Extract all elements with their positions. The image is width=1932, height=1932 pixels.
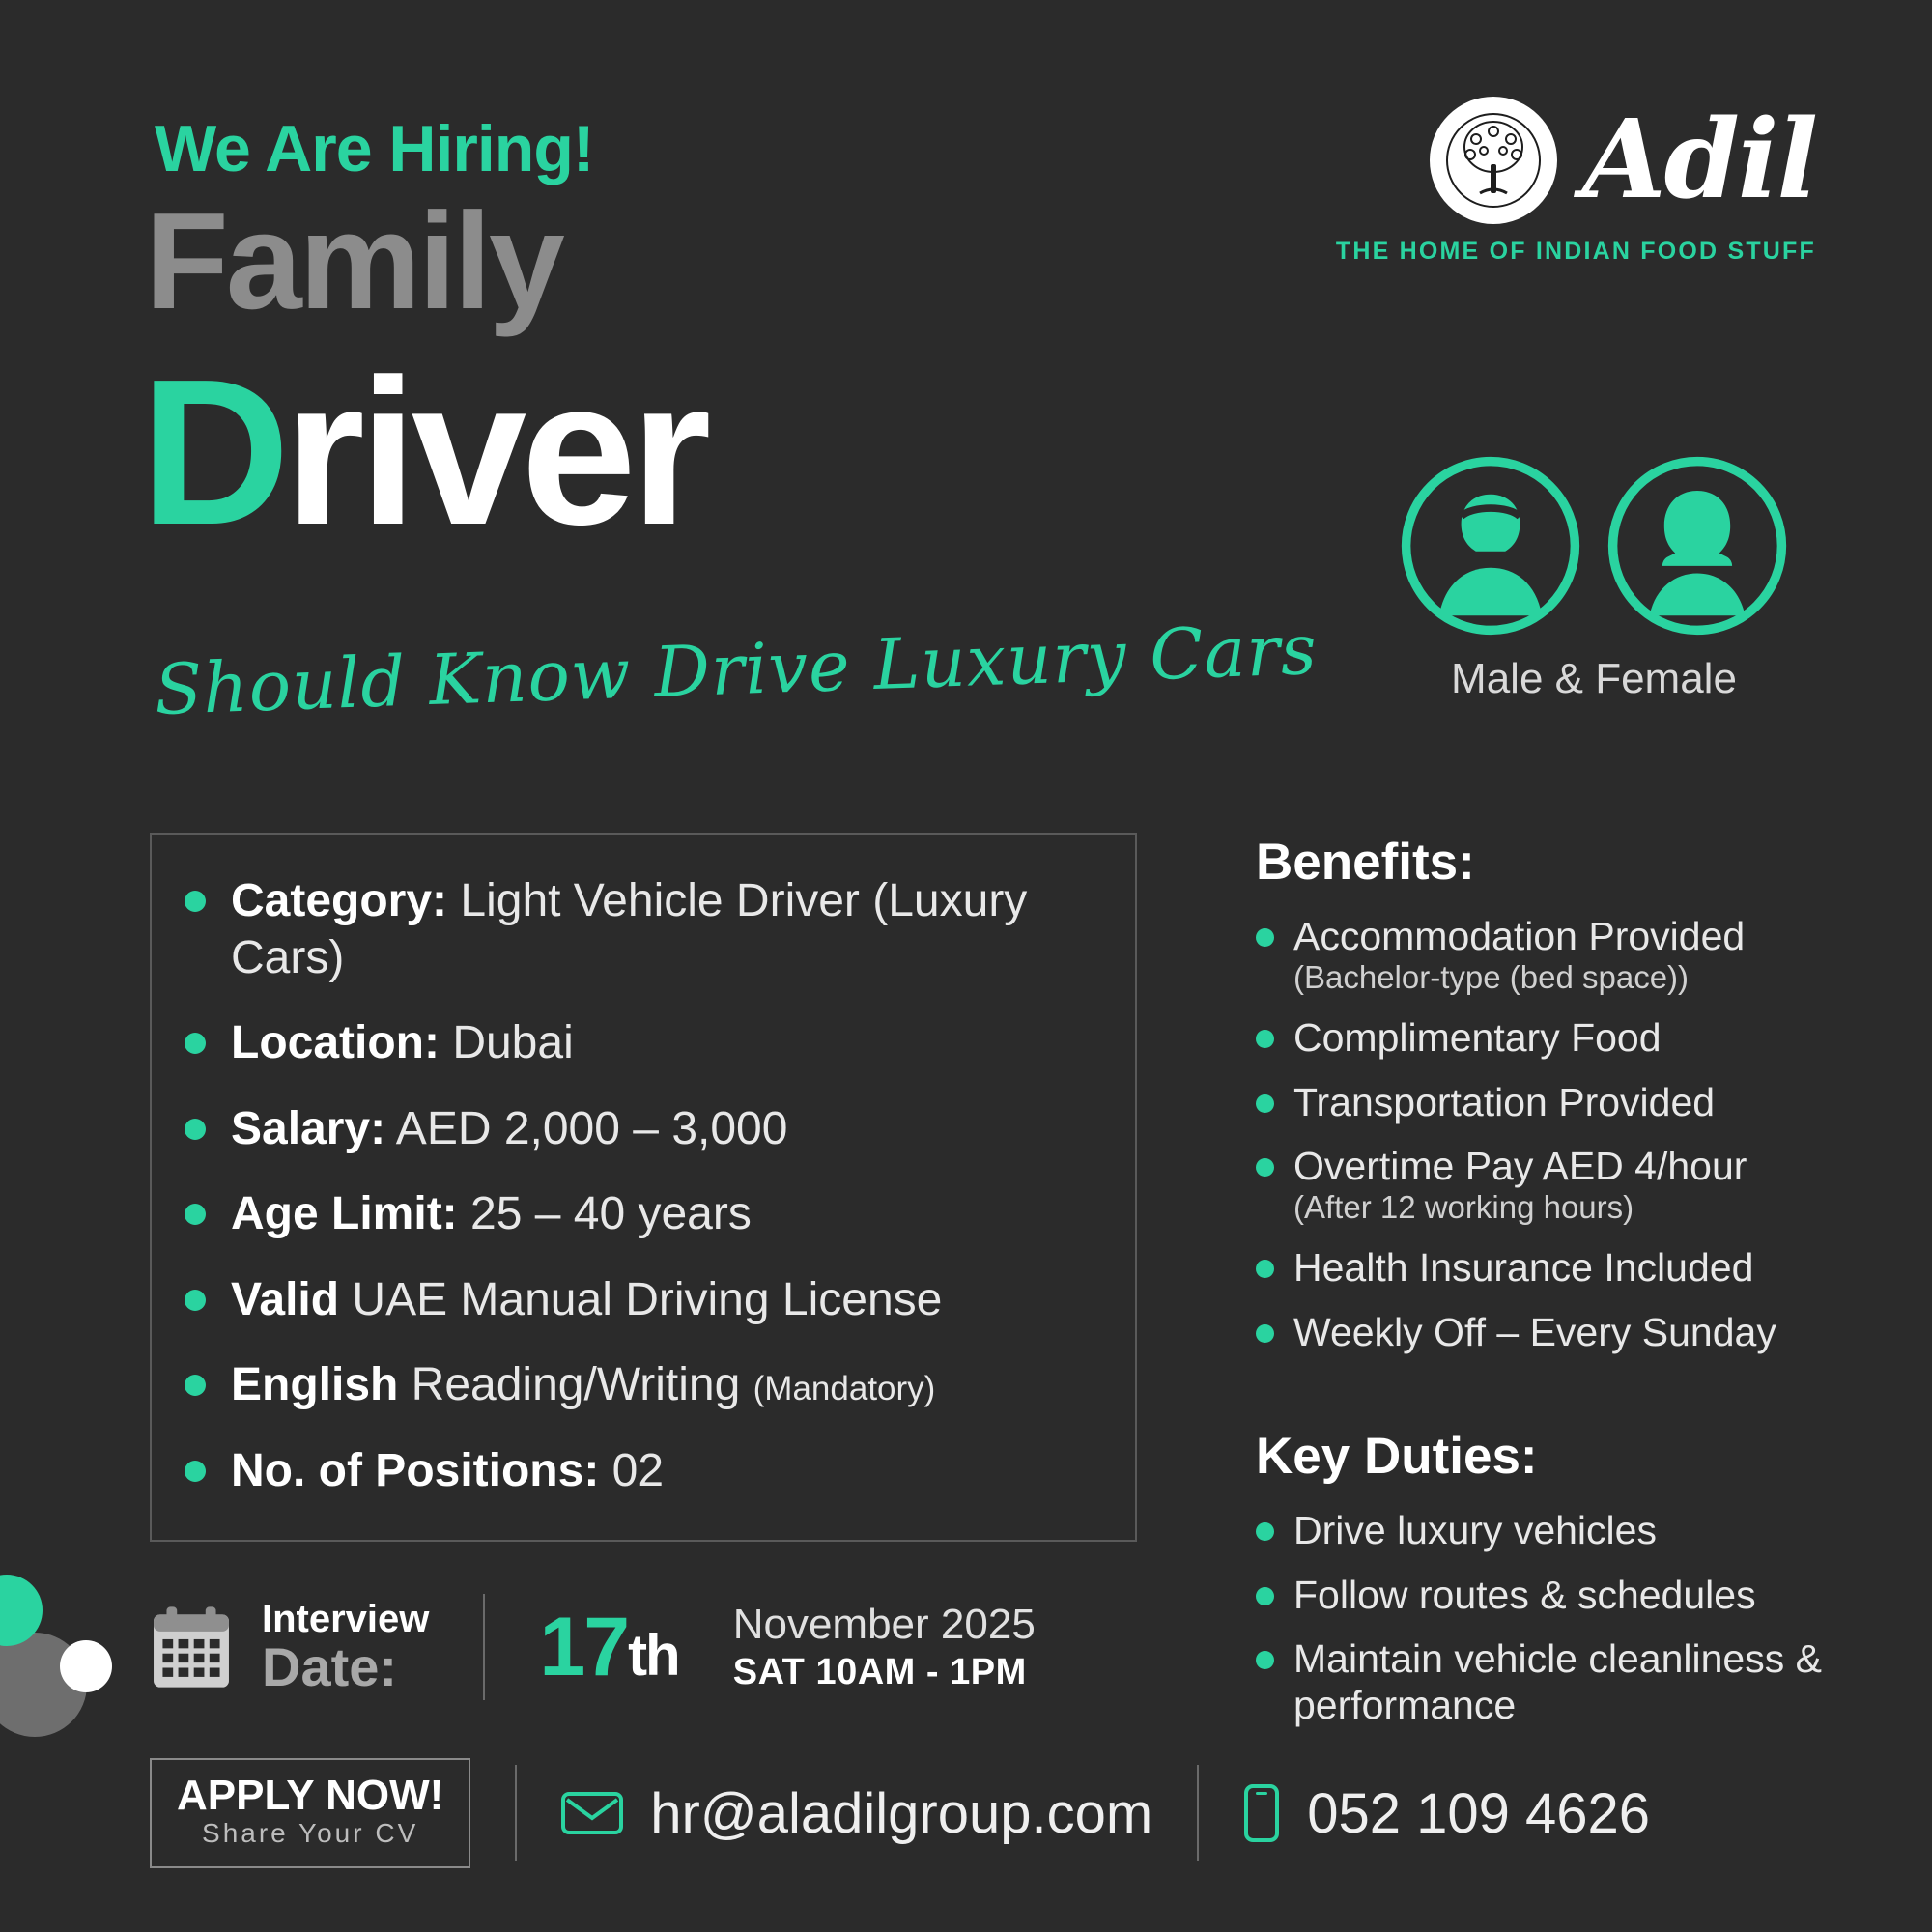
divider xyxy=(1197,1765,1199,1861)
bullet-icon xyxy=(1256,1522,1274,1541)
detail-label: Category: xyxy=(231,875,448,926)
share-cv-label: Share Your CV xyxy=(202,1818,419,1849)
male-avatar-icon xyxy=(1399,454,1582,638)
bullet-icon xyxy=(1256,1030,1274,1048)
detail-item xyxy=(185,1101,1100,1158)
detail-label: Valid xyxy=(231,1273,340,1325)
benefit-item xyxy=(1256,1244,1855,1291)
brand-name: Adil xyxy=(1581,97,1816,223)
interview-label-line1: Interview xyxy=(262,1597,430,1640)
apply-now-button[interactable] xyxy=(150,1758,470,1868)
detail-item xyxy=(185,1357,1100,1414)
email-text: hr@aladilgroup.com xyxy=(650,1781,1153,1845)
benefits-duties-column xyxy=(1256,833,1855,1747)
divider xyxy=(483,1594,485,1700)
phone-contact[interactable] xyxy=(1243,1781,1650,1846)
duty-item xyxy=(1256,1572,1855,1618)
interview-month-year: November 2025 xyxy=(732,1600,1036,1648)
benefit-subtext: (Bachelor-type (bed space)) xyxy=(1293,959,1690,996)
duty-text: Maintain vehicle cleanliness & performance xyxy=(1293,1635,1822,1728)
detail-label: Salary: xyxy=(231,1102,386,1154)
detail-label: No. of Positions: xyxy=(231,1444,600,1496)
benefit-item xyxy=(1256,1143,1855,1227)
duty-item xyxy=(1256,1635,1855,1729)
job-details-box xyxy=(150,833,1137,1542)
benefit-text: Weekly Off – Every Sunday xyxy=(1293,1309,1776,1354)
interview-date-row xyxy=(150,1594,1036,1700)
detail-label: English xyxy=(231,1359,399,1411)
bullet-icon xyxy=(1256,1651,1274,1669)
benefit-item xyxy=(1256,913,1855,997)
benefit-text: Accommodation Provided xyxy=(1293,914,1746,958)
bullet-icon xyxy=(1256,1094,1274,1113)
gender-block xyxy=(1386,454,1802,703)
bullet-icon xyxy=(185,1461,206,1482)
detail-value: Light Vehicle Driver (Luxury Cars) xyxy=(231,875,1028,983)
bullet-icon xyxy=(185,1375,206,1396)
female-avatar-icon xyxy=(1605,454,1789,638)
hiring-kicker: We Are Hiring! xyxy=(155,112,594,185)
phone-text: 052 109 4626 xyxy=(1307,1781,1650,1845)
detail-value: 25 – 40 years xyxy=(457,1188,752,1240)
bullet-icon xyxy=(185,1290,206,1311)
brand-tagline: THE HOME OF INDIAN FOOD STUFF xyxy=(1335,238,1816,265)
apply-now-label: APPLY NOW! xyxy=(177,1772,444,1819)
interview-day-suffix: th xyxy=(628,1622,679,1688)
detail-item xyxy=(185,1272,1100,1329)
bullet-icon xyxy=(1256,1587,1274,1605)
detail-item xyxy=(185,1443,1100,1500)
bullet-icon xyxy=(1256,1260,1274,1278)
interview-label-line2: Date: xyxy=(262,1635,398,1697)
email-contact[interactable] xyxy=(561,1781,1152,1846)
job-subtitle-script: Should Know Drive Luxury Cars xyxy=(153,608,1320,730)
envelope-icon xyxy=(561,1790,623,1836)
detail-value: Reading/Writing xyxy=(398,1359,753,1411)
mobile-phone-icon xyxy=(1243,1783,1280,1843)
brand-logo xyxy=(1198,97,1816,266)
job-title-driver xyxy=(140,335,706,568)
footer-contact-bar xyxy=(150,1758,1850,1868)
detail-item xyxy=(185,1186,1100,1243)
bullet-icon xyxy=(1256,928,1274,947)
benefit-text: Complimentary Food xyxy=(1293,1015,1662,1061)
decorative-dot-white xyxy=(60,1640,112,1692)
benefit-text: Transportation Provided xyxy=(1293,1079,1716,1124)
detail-item xyxy=(185,873,1100,986)
interview-day: 17 xyxy=(539,1600,629,1693)
benefit-text: Health Insurance Included xyxy=(1293,1245,1754,1291)
bullet-icon xyxy=(1256,1324,1274,1343)
gender-label: Male & Female xyxy=(1451,655,1737,702)
job-title-driver-initial: D xyxy=(140,335,285,568)
bullet-icon xyxy=(185,1119,206,1140)
benefit-text: Overtime Pay AED 4/hour xyxy=(1293,1144,1747,1189)
benefits-title: Benefits: xyxy=(1256,834,1475,891)
duty-text: Drive luxury vehicles xyxy=(1293,1508,1657,1553)
benefit-item xyxy=(1256,1014,1855,1061)
benefit-subtext: (After 12 working hours) xyxy=(1293,1189,1634,1226)
duty-text: Follow routes & schedules xyxy=(1293,1572,1756,1617)
detail-label: Age Limit: xyxy=(231,1188,458,1240)
duties-title: Key Duties: xyxy=(1256,1428,1538,1486)
detail-value: 02 xyxy=(599,1444,665,1496)
benefit-item xyxy=(1256,1079,1855,1125)
bullet-icon xyxy=(185,1033,206,1054)
interview-time: SAT 10AM - 1PM xyxy=(732,1651,1027,1692)
divider xyxy=(515,1765,517,1861)
detail-value: AED 2,000 – 3,000 xyxy=(385,1102,788,1154)
calendar-icon xyxy=(150,1603,233,1691)
detail-label: Location: xyxy=(231,1017,440,1069)
detail-note: (Mandatory) xyxy=(753,1370,936,1408)
job-title-driver-rest: river xyxy=(284,335,706,568)
bullet-icon xyxy=(1256,1158,1274,1177)
detail-value: UAE Manual Driving License xyxy=(339,1273,943,1325)
bullet-icon xyxy=(185,891,206,912)
job-title-family: Family xyxy=(145,185,562,338)
peacock-tree-emblem-icon xyxy=(1430,97,1557,224)
detail-value: Dubai xyxy=(439,1017,574,1069)
benefit-item xyxy=(1256,1309,1855,1355)
duty-item xyxy=(1256,1507,1855,1553)
detail-item xyxy=(185,1015,1100,1072)
bullet-icon xyxy=(185,1204,206,1225)
